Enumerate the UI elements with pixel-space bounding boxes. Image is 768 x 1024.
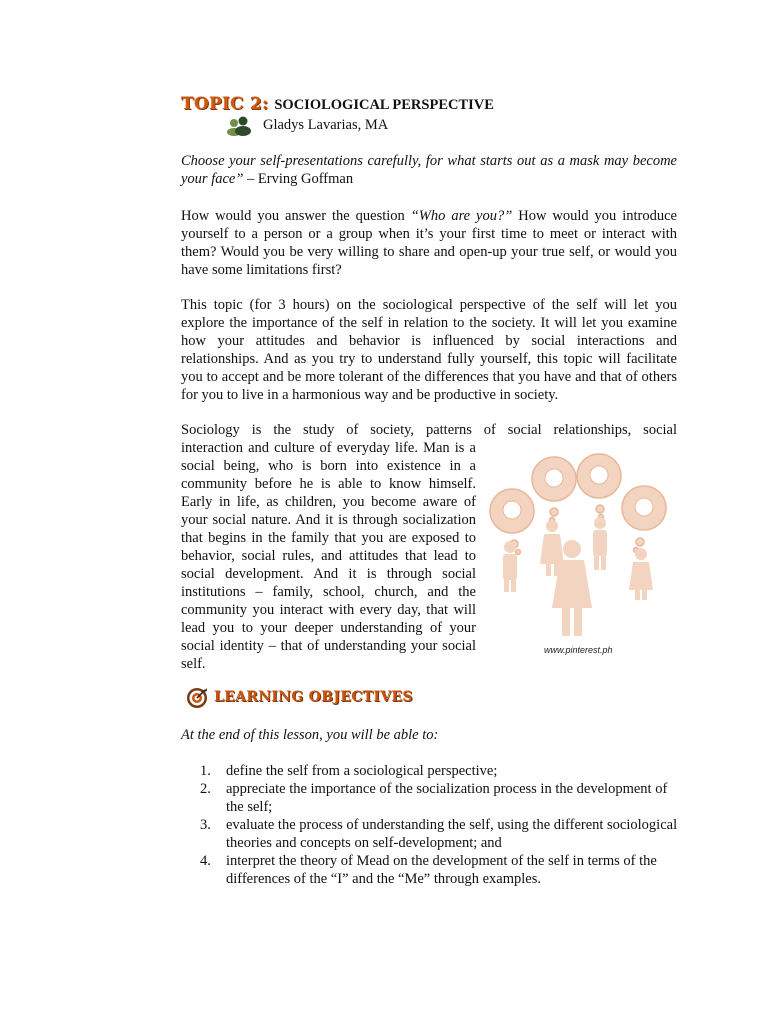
- item-text: interpret the theory of Mead on the development of the self in terms of the differences of the “I” and the “Me” through examples.: [226, 853, 657, 887]
- quote-attribution: – Erving Goffman: [247, 171, 354, 187]
- list-item: [200, 762, 680, 780]
- p1-question: “Who are you?”: [410, 208, 513, 224]
- opening-quote: [181, 152, 677, 188]
- p1-body: How would you introduce yourself to a person or a group when it’s your first time to meet or interact with them? Would you be very willing to share and open-up your true self, or would you have some limitations first?: [181, 208, 677, 278]
- people-icon: [226, 116, 252, 136]
- list-item: [200, 816, 680, 852]
- sociology-paragraph-first-line: Sociology is the study of society, patterns of social relationships, social: [181, 422, 677, 438]
- topic-paragraph: This topic (for 3 hours) on the sociological perspective of the self will let you explore the importance of the self in relation to the society. It will let you examine how your attitudes and behavior is influenced by social interactions and relationships. And as you try to understand fully yourself, this topic will facilitate you to accept and be more tolerant of the differences that you have and that of others for you to live in a harmonious way and be productive in society.: [181, 297, 677, 403]
- item-text: evaluate the process of understanding the self, using the different sociological theories and concepts on self-development; and: [226, 817, 678, 851]
- item-number: 2.: [200, 781, 211, 797]
- item-text: appreciate the importance of the socialization process in the development of the self;: [226, 781, 668, 815]
- topic-label: TOPIC 2:: [181, 94, 269, 114]
- objectives-intro: At the end of this lesson, you will be able to:: [181, 727, 439, 743]
- topic-heading: [181, 94, 494, 114]
- image-credit: www.pinterest.ph: [544, 645, 613, 655]
- sociology-paragraph: interaction and culture of everyday life. Man is a social being, who is born into existence in a community before he is able to know himself. Early in life, as children, you become aware of your social nature. And it is through socialization that begins in the family that you are exposed to behavior, social rules, and attitudes that lead to social development. And it is through social institutions – family, school, church, and the community you interact with every day, that will lead you to your deeper understanding of your social identity – that of understanding your social self.: [181, 440, 476, 672]
- p1-lead: How would you answer the question: [181, 208, 411, 224]
- target-icon: [186, 687, 208, 709]
- author-name: Gladys Lavarias, MA: [263, 117, 389, 133]
- item-text: define the self from a sociological perspective;: [226, 763, 498, 779]
- item-number: 4.: [200, 853, 211, 869]
- topic-title: SOCIOLOGICAL PERSPECTIVE: [274, 97, 494, 113]
- list-item: [200, 852, 680, 888]
- item-number: 1.: [200, 763, 211, 779]
- objectives-list: [200, 762, 680, 888]
- intro-paragraph: [181, 207, 677, 279]
- list-item: [200, 780, 680, 816]
- quote-text: Choose your self-presentations carefully, for what starts out as a mask may become your face”: [181, 153, 677, 187]
- social-self-illustration: [484, 446, 680, 646]
- objectives-title: LEARNING OBJECTIVES: [214, 689, 413, 705]
- item-number: 3.: [200, 817, 211, 833]
